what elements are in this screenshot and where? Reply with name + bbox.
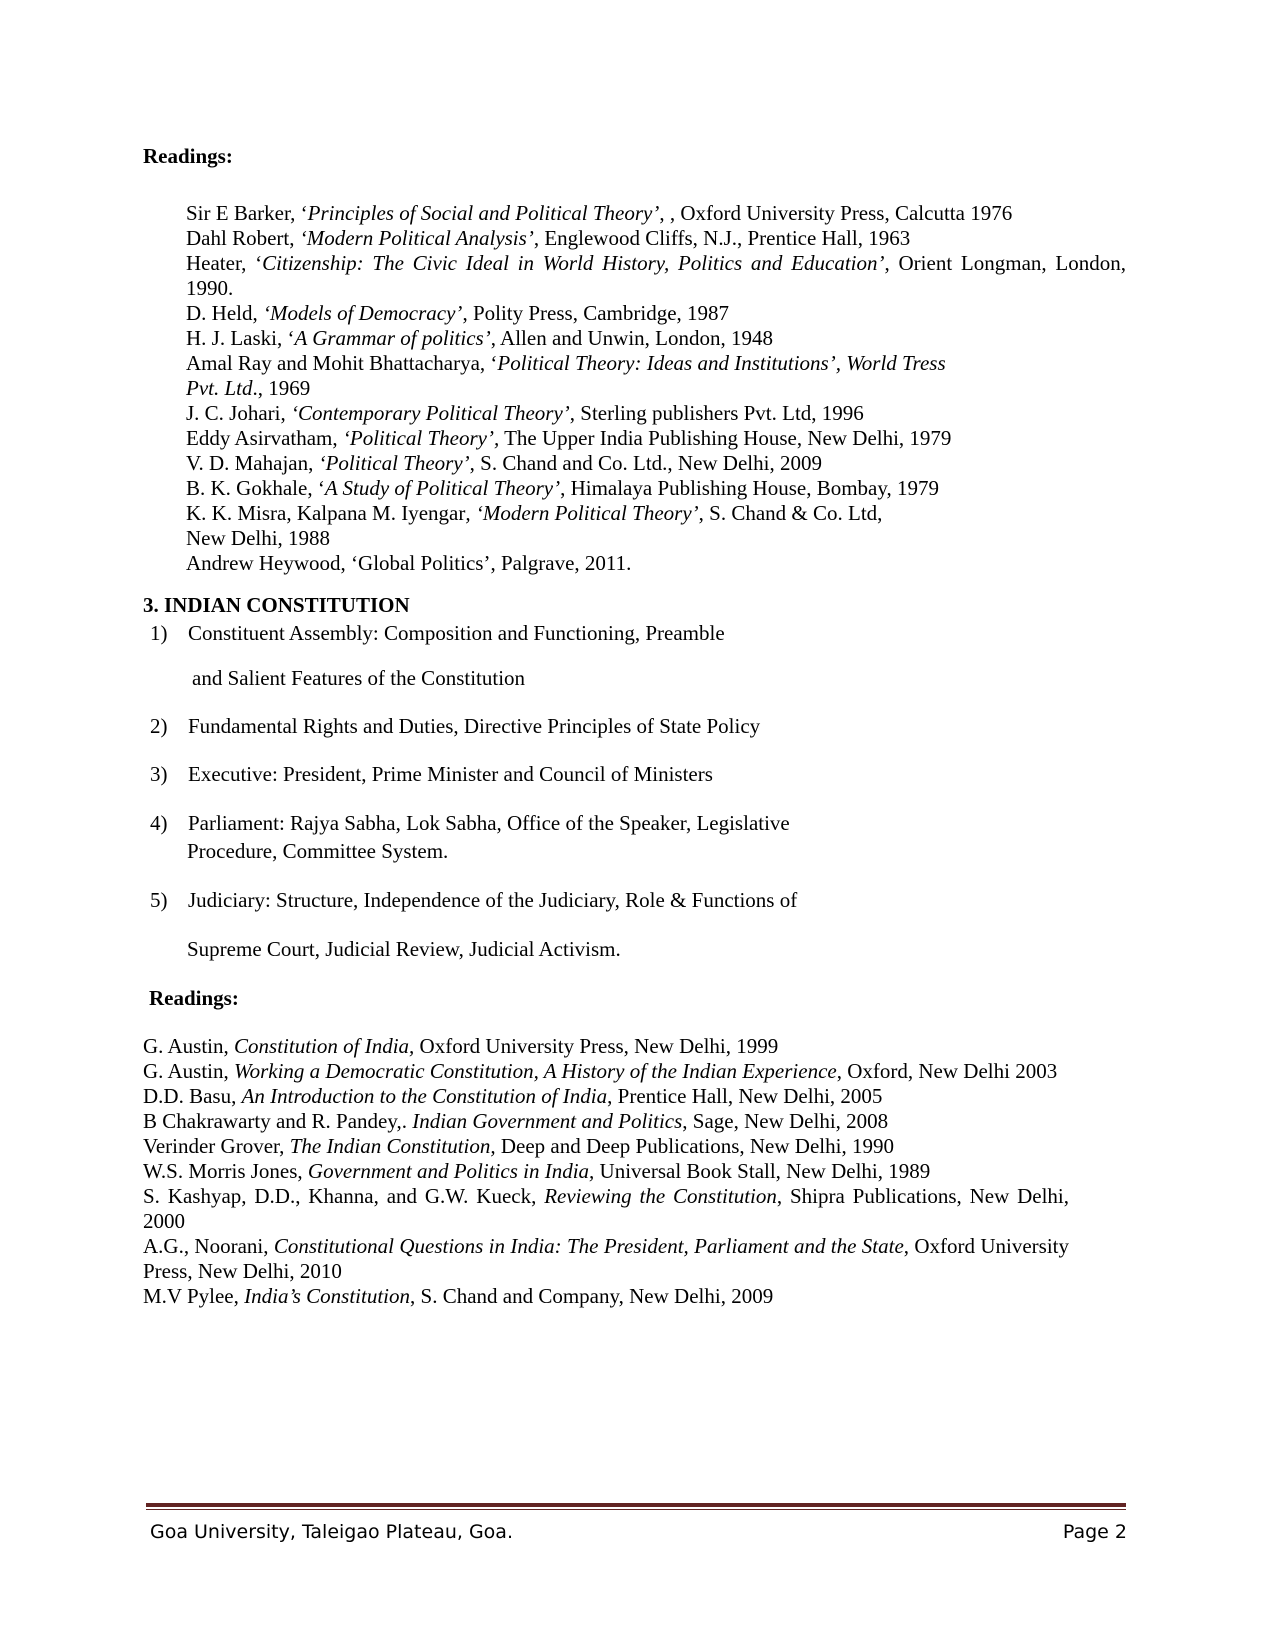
reference-item: V. D. Mahajan, ‘Political Theory’, S. Chand and Co. Ltd., New Delhi, 2009 <box>186 451 822 475</box>
topic-number: 3) <box>150 762 168 786</box>
readings-list-1 <box>186 201 1126 576</box>
reference-item: D. Held, ‘Models of Democracy’, Polity Press, Cambridge, 1987 <box>186 301 730 325</box>
footer-institution: Goa University, Taleigao Plateau, Goa. <box>150 1521 513 1543</box>
reference-item: Andrew Heywood, ‘Global Politics’, Palgrave, 2011. <box>186 551 632 575</box>
reference-item: A.G., Noorani, Constitutional Questions in India: The President, Parliament and the State, Oxford University Press, New Delhi, 2010 <box>143 1234 1069 1283</box>
reference-item: B Chakrawarty and R. Pandey,. Indian Government and Politics, Sage, New Delhi, 2008 <box>143 1109 889 1133</box>
page-number: Page 2 <box>1062 1521 1127 1543</box>
footer-rule <box>146 1503 1126 1507</box>
readings-heading-1: Readings: <box>143 144 233 168</box>
reference-item: Amal Ray and Mohit Bhattacharya, ‘Political Theory: Ideas and Institutions’, World Tress Pvt. Ltd., 1969 <box>186 351 946 400</box>
topic-line: and Salient Features of the Constitution <box>192 666 526 690</box>
readings-heading-2: Readings: <box>149 986 239 1010</box>
reference-item: H. J. Laski, ‘A Grammar of politics’, Allen and Unwin, London, 1948 <box>186 326 774 350</box>
reference-item: Verinder Grover, The Indian Constitution, Deep and Deep Publications, New Delhi, 1990 <box>143 1134 894 1158</box>
topic-number: 2) <box>150 714 168 738</box>
reference-item: S. Kashyap, D.D., Khanna, and G.W. Kueck, Reviewing the Constitution, Shipra Publications, New Delhi, 2000 <box>143 1184 1070 1233</box>
reference-item: Sir E Barker, ‘Principles of Social and Political Theory’, , Oxford University Press, Calcutta 1976 <box>186 201 1013 225</box>
topic-line: Fundamental Rights and Duties, Directive Principles of State Policy <box>188 714 761 738</box>
topic-line: Constituent Assembly: Composition and Functioning, Preamble <box>188 621 725 645</box>
topic-line: Supreme Court, Judicial Review, Judicial Activism. <box>187 937 621 961</box>
reference-item: G. Austin, Working a Democratic Constitution, A History of the Indian Experience, Oxford, New Delhi 2003 <box>143 1059 1058 1083</box>
topic-line: Judiciary: Structure, Independence of the Judiciary, Role & Functions of <box>188 888 798 912</box>
reference-item: G. Austin, Constitution of India, Oxford University Press, New Delhi, 1999 <box>143 1034 779 1058</box>
topic-line: Executive: President, Prime Minister and Council of Ministers <box>188 762 713 786</box>
reference-item: Heater, ‘Citizenship: The Civic Ideal in World History, Politics and Education’, Orient Longman, London, 1990. <box>186 251 1127 300</box>
reference-item: K. K. Misra, Kalpana M. Iyengar, ‘Modern Political Theory’, S. Chand & Co. Ltd, New Delhi, 1988 <box>186 501 883 550</box>
reference-item: B. K. Gokhale, ‘A Study of Political Theory’, Himalaya Publishing House, Bombay, 1979 <box>186 476 940 500</box>
topic-line: Procedure, Committee System. <box>187 839 449 863</box>
topic-line: Parliament: Rajya Sabha, Lok Sabha, Office of the Speaker, Legislative <box>188 811 790 835</box>
topic-number: 1) <box>150 621 168 645</box>
topic-number: 4) <box>150 811 168 835</box>
readings-list-2 <box>143 1034 1069 1309</box>
reference-item: M.V Pylee, India’s Constitution, S. Chand and Company, New Delhi, 2009 <box>143 1284 774 1308</box>
reference-item: D.D. Basu, An Introduction to the Constitution of India, Prentice Hall, New Delhi, 2005 <box>143 1084 883 1108</box>
reference-item: W.S. Morris Jones, Government and Politics in India, Universal Book Stall, New Delhi, 1989 <box>143 1159 931 1183</box>
reference-item: Dahl Robert, ‘Modern Political Analysis’, Englewood Cliffs, N.J., Prentice Hall, 1963 <box>186 226 911 250</box>
section-heading: 3. INDIAN CONSTITUTION <box>143 593 410 617</box>
footer-rule-thin <box>146 1509 1126 1510</box>
topic-number: 5) <box>150 888 168 912</box>
reference-item: J. C. Johari, ‘Contemporary Political Theory’, Sterling publishers Pvt. Ltd, 1996 <box>186 401 864 425</box>
reference-item: Eddy Asirvatham, ‘Political Theory’, The Upper India Publishing House, New Delhi, 1979 <box>186 426 952 450</box>
